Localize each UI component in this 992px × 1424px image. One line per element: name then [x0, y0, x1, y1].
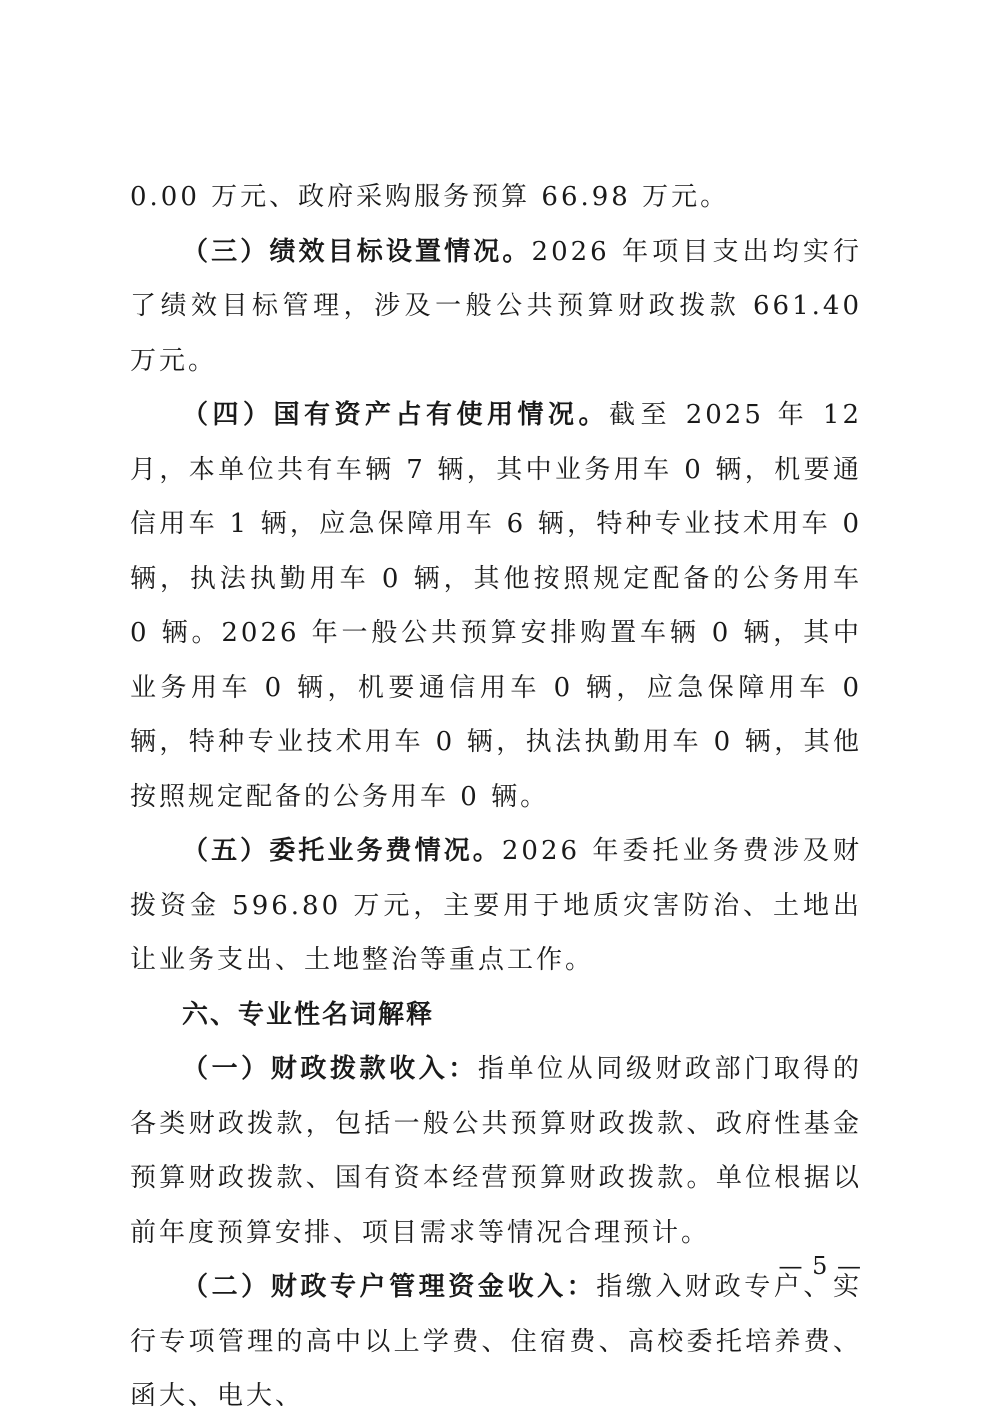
paragraph-budget-continuation: [130, 170, 862, 225]
page-number: — 5 —: [778, 1252, 862, 1280]
definition-text: 指单位从同级财政部门取得的各类财政拨款，包括一般公共预算财政拨款、政府性基金预算财政拨款、国有资本经营预算财政拨款。单位根据以前年度预算安排、项目需求等情况合理预计。: [130, 1054, 862, 1248]
paragraph-performance-targets: [130, 225, 862, 389]
paragraph-text: 0.00 万元、政府采购服务预算 66.98 万元。: [130, 182, 730, 212]
paragraph-text: 2026 年委托业务费涉及财拨资金 596.80 万元，主要用于地质灾害防治、土地出让业务支出、土地整治等重点工作。: [130, 836, 862, 975]
paragraph-commission-fees: [130, 824, 862, 988]
definition-fiscal-appropriation: [130, 1042, 862, 1260]
definition-text: 指缴入财政专户、实行专项管理的高中以上学费、住宿费、高校委托培养费、函大、电大、: [130, 1272, 862, 1411]
section-title: 六、专业性名词解释: [182, 999, 435, 1030]
definition-term: （二）财政专户管理资金收入：: [182, 1272, 597, 1302]
definition-term: （一）财政拨款收入：: [182, 1054, 478, 1084]
paragraph-heading: （五）委托业务费情况。: [182, 836, 502, 866]
paragraph-heading: （四）国有资产占有使用情况。: [182, 400, 609, 430]
paragraph-heading: （三）绩效目标设置情况。: [182, 236, 532, 267]
definition-special-account: [130, 1260, 862, 1424]
paragraph-text: 2026 年项目支出均实行了绩效目标管理，涉及一般公共预算财政拨款 661.40 万元。: [130, 236, 862, 376]
paragraph-state-assets: [130, 388, 862, 824]
document-body: [130, 170, 862, 1424]
paragraph-text: 截至 2025 年 12 月，本单位共有车辆 7 辆，其中业务用车 0 辆，机要通信用车 1 辆，应急保障用车 6 辆，特种专业技术用车 0 辆，执法执勤用车 0 辆，其他按照规定配备的公务用车 0 辆。2026 年一般公共预算安排购置车辆 0 辆，其中业务用车 0 辆，机要通信用车 0 辆，应急保障用车 0 辆，特种专业技术用车 0 辆，执法执勤用车 0 辆，其他按照规定配备的公务用车 0 辆。: [130, 400, 862, 812]
